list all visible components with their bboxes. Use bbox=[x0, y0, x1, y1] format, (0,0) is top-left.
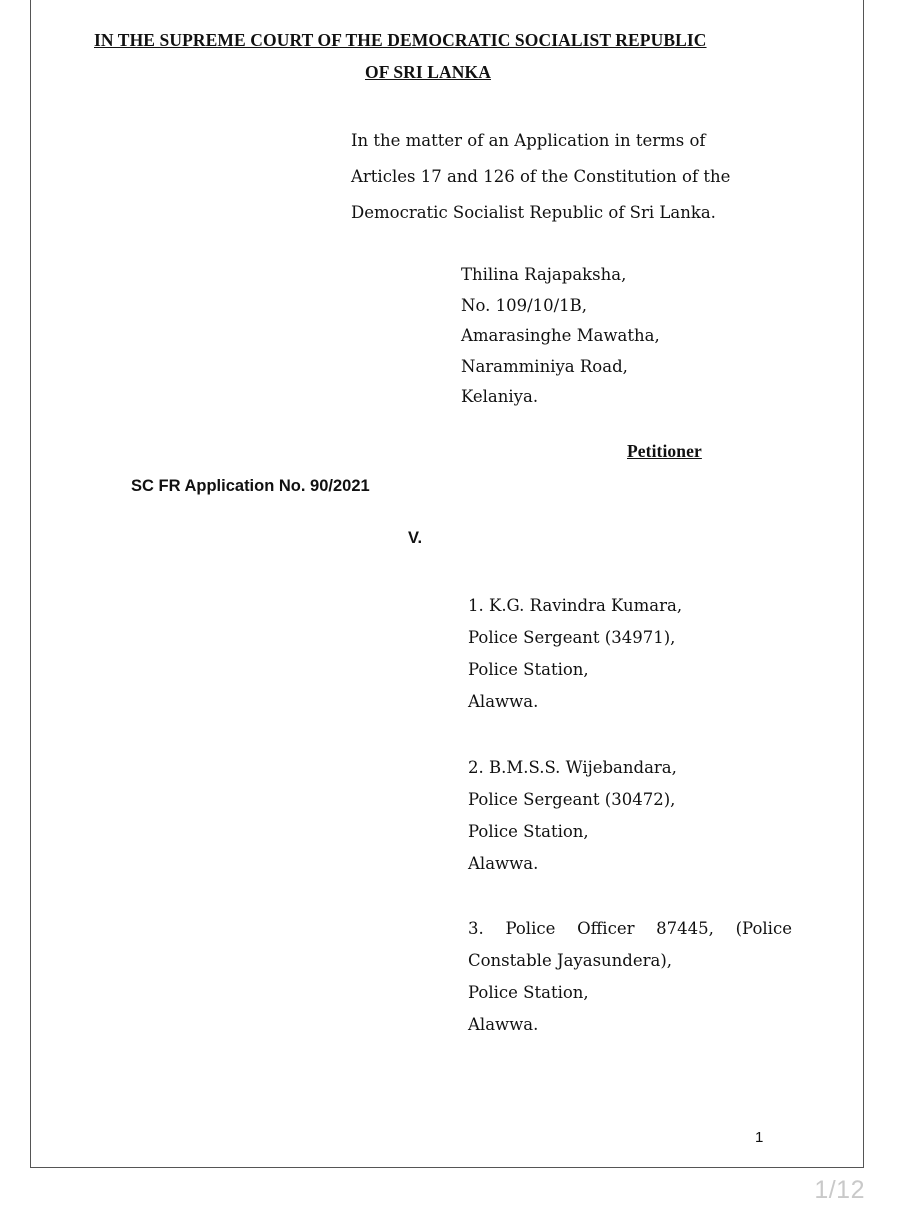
respondent-3 bbox=[468, 913, 792, 1041]
petitioner-address bbox=[461, 260, 660, 413]
page-number: 1 bbox=[755, 1129, 764, 1146]
respondent-line: Constable Jayasundera), bbox=[468, 951, 673, 970]
respondent-word: Police bbox=[505, 919, 556, 938]
respondent-line: Police Sergeant (30472), bbox=[468, 790, 676, 809]
address-line: Naramminiya Road, bbox=[461, 356, 628, 376]
address-line: Kelaniya. bbox=[461, 387, 539, 406]
court-heading-line-1: IN THE SUPREME COURT OF THE DEMOCRATIC SOCIALIST REPUBLIC bbox=[94, 30, 707, 50]
matter-line: Articles 17 and 126 of the Constitution of the bbox=[351, 167, 731, 186]
respondent-line: Police Station, bbox=[468, 660, 589, 679]
petitioner-label: Petitioner bbox=[627, 441, 702, 461]
respondent-line: Police Sergeant (34971), bbox=[468, 628, 676, 647]
respondent-1 bbox=[468, 590, 682, 718]
versus-label: V. bbox=[408, 529, 423, 547]
respondent-line: Alawwa. bbox=[468, 1015, 539, 1034]
respondent-word: 3. bbox=[468, 919, 484, 938]
matter-line: In the matter of an Application in terms of bbox=[351, 131, 706, 150]
page-counter: 1/12 bbox=[814, 1176, 865, 1204]
address-line: Amarasinghe Mawatha, bbox=[461, 326, 660, 345]
address-line: No. 109/10/1B, bbox=[461, 295, 588, 315]
respondent-line: Alawwa. bbox=[468, 692, 539, 711]
court-heading-line-2: OF SRI LANKA bbox=[365, 62, 491, 82]
respondent-line: 1. K.G. Ravindra Kumara, bbox=[468, 596, 683, 615]
matter-paragraph bbox=[351, 123, 730, 231]
respondent-line: Police Station, bbox=[468, 983, 589, 1002]
respondent-line: 2. B.M.S.S. Wijebandara, bbox=[468, 758, 677, 777]
address-line: Thilina Rajapaksha, bbox=[461, 265, 627, 284]
respondent-word: 87445, bbox=[656, 919, 714, 938]
matter-line: Democratic Socialist Republic of Sri Lanka. bbox=[351, 203, 716, 222]
document-page bbox=[30, 0, 864, 1168]
respondent-2 bbox=[468, 752, 677, 880]
respondent-line: Alawwa. bbox=[468, 854, 539, 873]
case-number: SC FR Application No. 90/2021 bbox=[131, 477, 370, 495]
respondent-word: (Police bbox=[735, 919, 792, 938]
respondent-justified-line bbox=[468, 913, 792, 945]
respondent-line: Police Station, bbox=[468, 822, 589, 841]
respondent-word: Officer bbox=[577, 919, 635, 938]
